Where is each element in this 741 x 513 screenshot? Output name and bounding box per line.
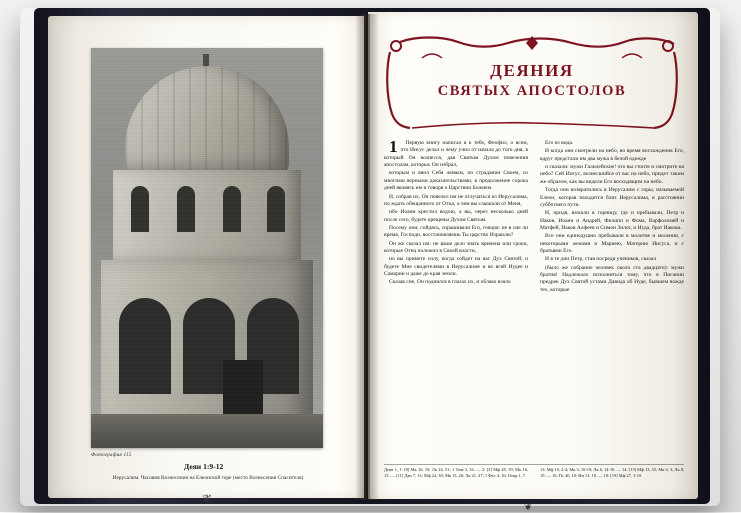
paragraph: ибо Иоанн крестил водою, а вы, через несколько дней после сего, будете крещены Духом Святым. [384, 209, 528, 223]
right-page [378, 18, 690, 513]
paragraph: Все они единодушно пребывали в молитве и молении, с некоторыми женами и Мариею, Материю Иисуса, и с братьями Его. [540, 233, 684, 255]
paragraph: Сказав сие, Он поднялся в глазах их, и облако взяло [389, 279, 511, 286]
paragraph: И в те дни Петр, став посреди учеников, сказал [545, 256, 657, 263]
reference-column: Деян 1, 1: [8] Мк 16, 19; Лк 24, 51; 1 Тим 3, 16. — 2: [3] Мф 28, 19; Мк 16, 15. — [11] Дан 7, 13; Мф 24, 30; Мк 13, 26; Лк 21, 27; 1 Фес 4, 16; Откр 1, 7. [384, 467, 528, 478]
ornament-icon: ❦ [524, 502, 533, 513]
chapel-photograph [91, 48, 323, 448]
paragraph: Тогда они возвратились в Иерусалим с горы, называемой Елеон, которая находится близ Иерусалима, в расстоянии субботнего пути. [540, 187, 684, 208]
title-frame [382, 34, 682, 130]
paragraph: Его из вида. [545, 140, 574, 146]
paragraph: но вы примете силу, когда сойдет на вас Дух Святой; и будете Мне свидетелями в Иерусалиме и во всей Иудее и Самарии и даже до края земли. [384, 256, 528, 278]
photo-grain-overlay [91, 48, 323, 448]
left-page [64, 22, 352, 506]
text-column-right [540, 140, 684, 458]
paragraph: Посему они, сойдясь, спрашивали Его, говоря: не в сие ли время, Господи, восстановляешь Ты царство Израилю? [384, 224, 528, 239]
paragraph: Он же сказал им: не ваше дело знать времена или сроки, которые Отец положил в Своей власти, [384, 240, 528, 255]
paragraph: (было же собрание человек около ста двадцати): мужи братия! Надлежало исполниться тому, что в Писании предрек Дух Святой устами Давида об Иуде, бывшем вожде тех, которые [540, 264, 684, 293]
page-fold [366, 14, 370, 500]
paragraph: которым и явил Себя живым, по страдании Своем, со многими верными доказательствами, в продолжение сорока дней являясь им и говоря о Царствии Божием. [384, 170, 528, 192]
paragraph: И, придя, взошли в горницу, где и пребывали, Петр и Иаков, Иоанн и Андрей, Филипп и Фома, Варфоломей и Матфей, Иаков Алфеев и Симон Зилот, и Иуда, брат Иакова. [540, 210, 684, 231]
text-column-left [384, 137, 528, 458]
paragraph: И, собрав их, Он повелел им не отлучаться из Иерусалима, но ждать обещанного от Отца, о чем вы слышали от Меня, [384, 193, 528, 207]
ornament-icon: ❦ [202, 492, 213, 506]
paragraph [384, 137, 528, 169]
title-line-1: ДЕЯНИЯ [490, 61, 574, 80]
text-columns [384, 137, 684, 458]
title-line-2: СВЯТЫХ АПОСТОЛОВ [437, 82, 627, 99]
chapter-number: 1 [389, 137, 398, 156]
reference-column: 13: Мф 10, 2-4; Мк 3, 16-19; Лк 6, 14-16. — 14: [15] Мф 13, 55; Мк 6, 3; Лк 8, 19. — 16: Пс 40, 10; Ин 13, 18. — 18: [19] Мф 27, 3-10. [540, 467, 684, 478]
paragraph: И когда они смотрели на небо, во время восхождения Его, вдруг предстали им два мужа в белой одежде [540, 148, 684, 162]
photo-caption: Фотография 115 [91, 452, 132, 458]
paragraph: и сказали: мужи Галилейские! что вы стоите и смотрите на небо? Сей Иисус, вознесшийся от вас на небо, придет таким же образом, как вы видели Его восходящим на небо. [540, 164, 684, 185]
photo-description: Иерусалим. Часовня Вознесения на Елеонской горе (место Вознесения Спасителя) [112, 475, 304, 481]
verse-text: Первую книгу написал я к тебе, Феофил, о всем, что Иисус делал и чему учил от начала до того дня, в который Он вознесся, дав Святым Духом повеления апостолам, которых Он избрал, [384, 140, 528, 169]
page-title [382, 60, 682, 100]
cross-reference-block [384, 464, 684, 511]
verse-reference: Деян 1:9-12 [184, 462, 224, 471]
